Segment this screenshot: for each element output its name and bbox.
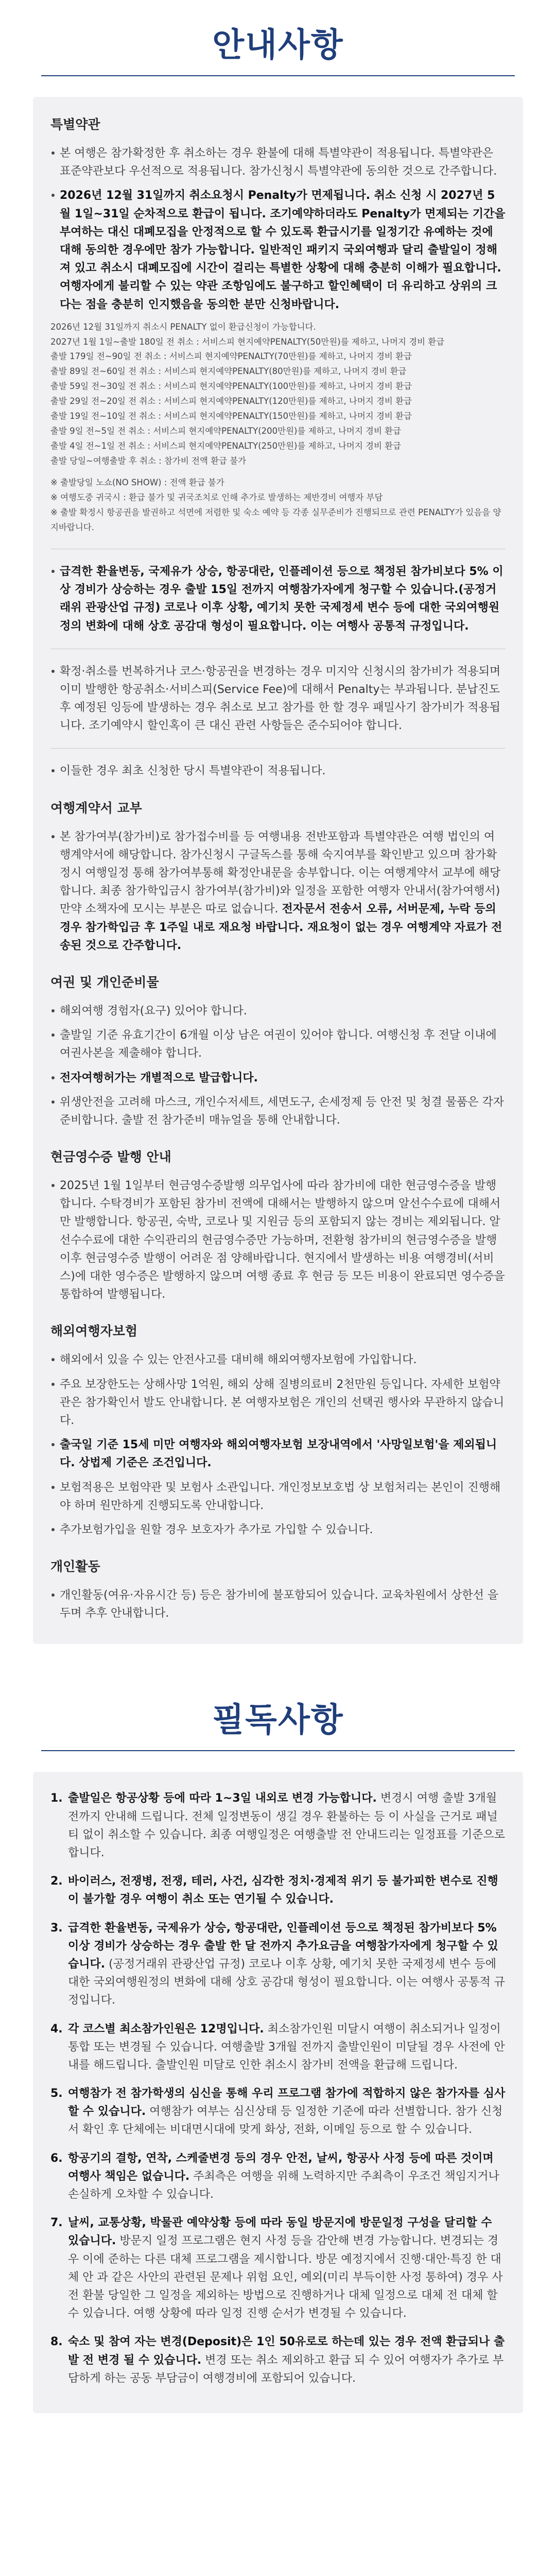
- caution-item-text: 주최측은 여행을 위해 노력하지만 주최측이 우조건 책임지거나 손실하게 오차할 수 있습니다.: [68, 2170, 499, 2201]
- insurance-bullet-2: 주요 보장한도는 상해사망 1억원, 해외 상해 질병의료비 2천만원 등입니다. 자세한 보험약관은 참가확인서 발도 안내합니다. 본 여행자보험은 개인의 선택권 행사와 무관하지 않습니다.: [50, 1376, 506, 1430]
- notice-title: 안내사항: [212, 26, 344, 64]
- special-bullet-4: 확정·취소를 번복하거나 코스·항공권을 변경하는 경우 미지악 신청시의 참가비가 적용되며 이미 발행한 항공취소·서비스피(Service Fee)에 대해서 Penalty는 부과됩니다. 분납진도 후 예정된 잉등에 발생하는 경우 취소로 보고 참가를 한 할 경우 패밀사기 참가비가 적용됩니다. 조기예약시 할인혹이 큰 대신 관련 사항들은 준수되어야 합니다.: [50, 663, 506, 735]
- notice-title-rule: [41, 75, 515, 76]
- caution-item-number: 7.: [50, 2216, 63, 2230]
- caution-item-bold: 바이러스, 전쟁병, 전쟁, 테러, 사건, 심각한 정치·경제적 위기 등 불가피한 변수로 진행이 불가할 경우 여행이 취소 또는 연기될 수 있습니다.: [68, 1875, 498, 1906]
- caution-item-bold: 각 코스별 최소참가인원은 12명입니다.: [68, 2022, 264, 2036]
- tour-bullet-1: 개인활동(여유·자유시간 등) 등은 참가비에 불포함되어 있습니다. 교육차원에서 상한선 을 두며 추후 안내합니다.: [50, 1586, 506, 1622]
- refund-schedule: [50, 320, 506, 535]
- schedule-line: 2027년 1월 1일~출발 180일 전 취소 : 서비스피 현지예약PENALTY(50만원)를 제하고, 나머지 경비 환급: [50, 336, 445, 347]
- special-bullet-2: 2026년 12월 31일까지 취소요청시 Penalty가 면제됩니다. 취소 신청 시 2027년 5월 1일~31일 순차적으로 환급이 됩니다. 조기예약하더라도 Penalty가 면제되는 기간을 부여하는 대신 대폐모집을 안정적으로 할 수 있도록 환급시기를 일정기간 유예하는 것에 대해 동의한 경우에만 참가 가능합니다. 일반적인 패키지 국외여행과 달리 출발일이 정해져 있고 취소시 대폐모집에 시간이 걸리는 특별한 상황에 대해 충분히 이해가 필요합니다. 여행자에게 불리할 수 있는 약관 조항임에도 불구하고 할인혜택이 더 유리하고 상위의 크다는 점을 충분히 인지했음을 동의한 분만 신청바랍니다.: [50, 187, 506, 313]
- caution-item-text: 변경시 여행 출발 3개월 전까지 안내해 드립니다. 전체 일정변동이 생길 경우 환불하는 등 이 사실을 근거로 패널티 없이 취소할 수 있습니다. 최종 여행일정은 여행출발 전 안내드리는 일정표를 기준으로 합니다.: [68, 1792, 505, 1859]
- caution-item-text: 최소참가인원 미달시 여행이 취소되거나 일정이 통합 또는 변경될 수 있습니다. 여행출발 3개월 전까지 출발인원이 미달될 경우 사전에 안내를 해드립니다. 출발인원 미달로 인한 취소시 참가비 전액을 환급해 드립니다.: [68, 2022, 505, 2072]
- caution-item-number: 2.: [50, 1875, 63, 1888]
- passport-bullet-4: 위생안전을 고려해 마스크, 개인수저세트, 세면도구, 손세정제 등 안전 및 청결 물품은 각자 준비합니다. 출발 전 참가준비 매뉴얼을 통해 안내합니다.: [50, 1093, 506, 1129]
- caution-item-number: 6.: [50, 2151, 63, 2165]
- caution-item: [50, 1789, 506, 1862]
- contract-bold-text: 전자문서 전송서 오류, 서버문제, 누락 등의 경우 참가학입금 후 1주일 내로 재요청 바랍니다. 재요청이 없는 경우 여행계약 자료가 전송된 것으로 간주합니다.: [60, 903, 502, 952]
- caution-item-bold: 숙소 및 참여 자는 변경(Deposit)은 1인 50유로로 하는데 있는 경우 전액 환급되나 출발 전 변경 될 수 있습니다.: [68, 2335, 505, 2367]
- caution-item: [50, 1919, 506, 2010]
- section-divider: [50, 748, 506, 749]
- contract-text: 본 참가여부(참가비)로 참가접수비를 등 여행내용 전반포함과 특별약관은 여행 법인의 여행계약서에 해당합니다. 참가신청시 구글독스를 통해 숙지여부를 확인받고 있으며 참가확정시 여행일정 통해 참가여부통해 확정안내문을 송부합니다. 이는 여행계약서 교부에 해당합니다. 최종 참가학입금시 참가여부(참가비)와 일정을 포함한 여행자 안내서(참가여행서) 만약 소책자에 모시는 부분은 따로 없습니다.: [60, 830, 501, 916]
- schedule-line: 2026년 12월 31일까지 취소시 PENALTY 없이 환급신청이 가능합니다.: [50, 321, 316, 332]
- caution-item-number: 4.: [50, 2022, 63, 2036]
- caution-item: [50, 2333, 506, 2387]
- caution-list: [50, 1789, 506, 2387]
- passport-heading: 여권 및 개인준비물: [50, 974, 159, 990]
- schedule-mark: ※ 출발당일 노쇼(NO SHOW) : 전액 환급 불가: [50, 478, 224, 488]
- insurance-bullet-1: 해외에서 있을 수 있는 안전사고를 대비해 해외여행자보험에 가입합니다.: [50, 1351, 506, 1369]
- caution-item-number: 1.: [50, 1792, 63, 1805]
- schedule-line: 출발 29일 전~20일 전 취소 : 서비스피 현지예약PENALTY(120만원)를 제하고, 나머지 경비 환급: [50, 396, 412, 406]
- caution-item: [50, 2149, 506, 2204]
- schedule-line: 출발 179일 전~90일 전 취소 : 서비스피 현지예약PENALTY(70만원)를 제하고, 나머지 경비 환급: [50, 351, 412, 362]
- caution-item-text: 방문지 일정 프로그램은 현지 사정 등을 감안해 변경 가능합니다. 변경되는 경우 이에 준하는 다른 대체 프로그램을 제시합니다. 방문 예정지에서 진행·대안·특징 한 대체 안 과 같은 사안의 관련된 문제나 위험 요인, 예외(미리 부득이한 사정 통하여) 경우 사전 환불 당일한 그 일정을 제외하는 방법으로 진행하거나 대체 일정으로 대체 전 대체 할 수 있습니다. 여행 상황에 따라 일정 진행 순서가 변경될 수 있습니다.: [68, 2234, 503, 2320]
- special-bullet-3: 급격한 환율변동, 국제유가 상승, 항공대란, 인플레이션 등으로 책정된 참가비보다 5% 이상 경비가 상승하는 경우 출발 15일 전까지 여행참가자에게 청구할 수 있습니다.(공정거래위 관광산업 규정) 코로나 이후 상황, 예기치 못한 국제정세 변수 등에 대한 국외여행원정의 변화에 대해 상호 공감대 형성이 필요합니다. 이는 여행사 공통적 규정입니다.: [50, 563, 506, 635]
- caution-title-rule: [41, 1750, 515, 1751]
- caution-item-text: 변경 또는 취소 제외하고 환급 되 수 있어 여행자가 추가로 부담하게 하는 공동 부담금이 여행경비에 포함되어 있습니다.: [68, 2353, 504, 2385]
- insurance-bullet-5: 추가보험가입을 원할 경우 보호자가 추가로 가입할 수 있습니다.: [50, 1521, 506, 1539]
- caution-item-bold: 날씨, 교통상황, 박물관 예약상황 등에 따라 동일 방문지에 방문일정 구성을 달리할 수 있습니다.: [68, 2216, 492, 2248]
- caution-item-text: (공정거래위 관광산업 규정) 코로나 이후 상황, 예기치 못한 국제정세 변수 등에 대한 국외여행원정의 변화에 대해 상호 공감대 형성이 필요합니다. 이는 여행사 공통적 규정입니다.: [68, 1957, 505, 2007]
- insurance-heading: 해외여행자보험: [50, 1324, 138, 1339]
- passport-bullet-2: 출발일 기준 유효기간이 6개월 이상 남은 여권이 있어야 합니다. 여행신청 후 전달 이내에 여권사본을 제출해야 합니다.: [50, 1026, 506, 1062]
- notice-box: [33, 97, 523, 1644]
- schedule-line: 출발 89일 전~60일 전 취소 : 서비스피 현지예약PENALTY(80만원)를 제하고, 나머지 경비 환급: [50, 366, 407, 377]
- schedule-line: 출발 4일 전~1일 전 취소 : 서비스피 현지예약PENALTY(250만원)를 제하고, 나머지 경비 환급: [50, 440, 402, 451]
- special-bullet-1: 본 여행은 참가확정한 후 취소하는 경우 환불에 대해 특별약관이 적용됩니다. 특별약관은 표준약관보다 우선적으로 적용됩니다. 참가신청시 특별약관에 동의한 것으로 간주합니다.: [50, 144, 506, 180]
- caution-item-bold: 항공기의 결항, 연착, 스케줄변경 등의 경우 안전, 날씨, 항공사 사정 등에 따른 것이며 여행사 책임은 없습니다.: [68, 2151, 494, 2183]
- schedule-mark: ※ 출발 확정시 항공권을 발권하고 석면에 저렴한 및 숙소 예약 등 각종 실무준비가 진행되므로 관련 PENALTY가 있음을 양지바랍니다.: [50, 507, 501, 533]
- caution-item-number: 3.: [50, 1921, 63, 1935]
- caution-box: [33, 1772, 523, 2413]
- schedule-mark: ※ 여행도중 귀국시 : 환급 불가 및 귀국조치로 인해 추가로 발생하는 제반경비 여행자 부담: [50, 493, 383, 503]
- insurance-bullet-4: 보험적용은 보험약관 및 보험사 소관입니다. 개인정보보호법 상 보험처리는 본인이 진행해야 하며 원만하게 진행되도록 안내합니다.: [50, 1479, 506, 1515]
- schedule-line: 출발 59일 전~30일 전 취소 : 서비스피 현지예약PENALTY(100만원)를 제하고, 나머지 경비 환급: [50, 381, 412, 392]
- contract-heading: 여행계약서 교부: [50, 800, 142, 816]
- caution-item-text: 여행참가 여부는 심신상태 등 일정한 기준에 따라 선별합니다. 참가 신청서 확인 후 단체에는 비대면시대에 맞게 화상, 전화, 이메일 등으로 할 수 있습니다.: [68, 2105, 503, 2137]
- caution-title: 필독사항: [212, 1701, 344, 1740]
- caution-item-number: 8.: [50, 2335, 63, 2349]
- schedule-line: 출발 19일 전~10일 전 취소 : 서비스피 현지예약PENALTY(150만원)를 제하고, 나머지 경비 환급: [50, 411, 412, 421]
- caution-item-bold: 출발일은 항공상황 등에 따라 1~3일 내외로 변경 가능합니다.: [68, 1792, 377, 1805]
- caution-item: [50, 2084, 506, 2139]
- special-heading: 특별약관: [50, 117, 100, 132]
- caution-item-bold: 급격한 환율변동, 국제유가 상승, 항공대란, 인플레이션 등으로 책정된 참가비보다 5% 이상 경비가 상승하는 경우 출발 한 달 전까지 추가요금을 여행참가자에게 청구할 수 있습니다.: [68, 1921, 498, 1971]
- exchange-heading: 현금영수증 발행 안내: [50, 1149, 171, 1165]
- caution-item-number: 5.: [50, 2087, 63, 2100]
- schedule-line: 출발 당일~여행출발 후 취소 : 참가비 전액 환급 불가: [50, 455, 247, 466]
- schedule-line: 출발 9일 전~5일 전 취소 : 서비스피 현지예약PENALTY(200만원)를 제하고, 나머지 경비 환급: [50, 426, 402, 436]
- contract-bullet-1: [50, 828, 506, 955]
- caution-item-bold: 여행참가 전 참가학생의 심신을 통해 우리 프로그램 참가에 적합하지 않은 참가자를 심사할 수 있습니다.: [68, 2087, 506, 2119]
- passport-bullet-3: 전자여행허가는 개별적으로 발급합니다.: [50, 1069, 506, 1087]
- special-bullet-5: 이들한 경우 최초 신청한 당시 특별약관이 적용됩니다.: [50, 762, 506, 780]
- insurance-bullet-3: 출국일 기준 15세 미만 여행자와 해외여행자보험 보장내역에서 '사망일보험'을 제외됩니다. 상법제 기준은 조건입니다.: [50, 1436, 506, 1472]
- caution-item: [50, 2020, 506, 2075]
- passport-bullet-1: 해외여행 경험자(요구) 있어야 합니다.: [50, 1002, 506, 1020]
- exchange-bullet-1: 2025년 1월 1일부터 현금영수증발행 의무업사에 따라 참가비에 대한 현금영수증을 발행합니다. 수탁경비가 포함된 참가비 전액에 대해서는 발행하지 않으며 알선수수료에 대해서만 발행합니다. 항공권, 숙박, 코로나 및 지원금 등의 포함되지 않는 경비는 제외됩니다. 알선수수료에 대한 수익관리의 현금영수증만 가능하며, 전환형 참가비의 현금영수증을 발행 이후 현금영수증 발행이 어려운 점 양해바랍니다. 현지에서 발생하는 비용 여행경비(서비스)에 대한 영수증은 발행하지 않으며 여행 종료 후 현금 등 모든 비용이 완료되면 영수증을 통합하여 발행됩니다.: [50, 1177, 506, 1303]
- caution-item: [50, 2214, 506, 2323]
- tour-heading: 개인활동: [50, 1559, 100, 1574]
- caution-item: [50, 1872, 506, 1908]
